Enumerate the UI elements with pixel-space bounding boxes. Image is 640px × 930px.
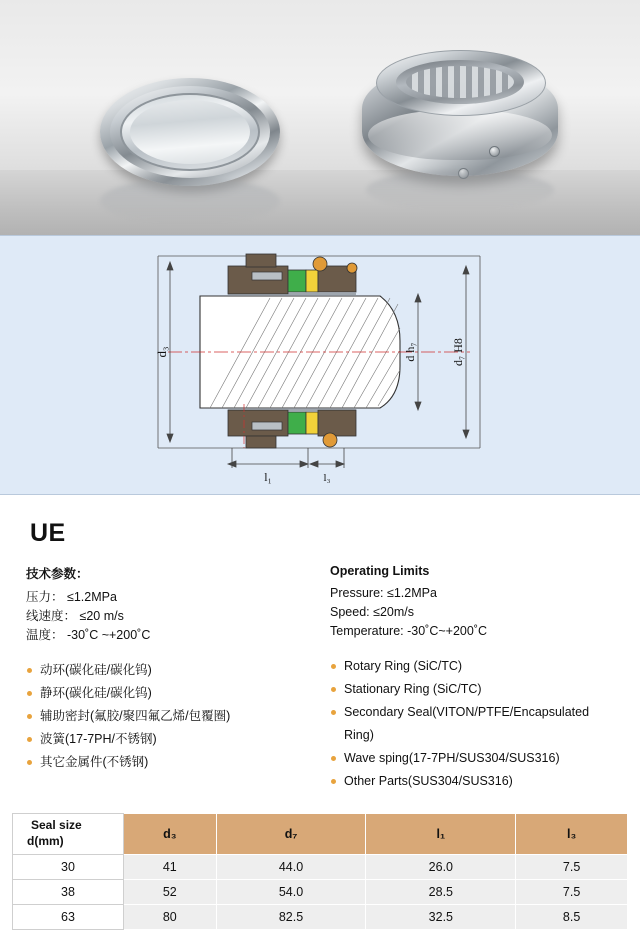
spec-pressure-en: Pressure: ≤1.2MPa xyxy=(330,586,437,600)
list-item: 其它金属件(不锈钢) xyxy=(26,751,320,774)
stationary-seal-ring-photo xyxy=(100,78,280,186)
assembly-reflection xyxy=(366,170,554,210)
table-header-seal-size-line2: d(mm) xyxy=(27,834,64,848)
wave-spring xyxy=(406,66,514,98)
specifications-section xyxy=(0,495,640,793)
technical-drawing-band xyxy=(0,235,640,495)
list-item: 辅助密封(氟胶/聚四氟乙烯/包覆圈) xyxy=(26,705,320,728)
dimension-label-d7-h8: d₇ H8 xyxy=(451,338,465,366)
parts-list-cn xyxy=(26,659,320,774)
dimension-label-l1: l₁ xyxy=(264,470,272,484)
spec-heading-en: Operating Limits xyxy=(330,564,430,578)
cell-seal-size: 30 xyxy=(13,855,124,880)
dimension-label-l3: l₃ xyxy=(323,472,331,484)
ring-bore xyxy=(130,100,250,164)
list-item: Rotary Ring (SiC/TC) xyxy=(330,655,614,678)
table-header-seal-size xyxy=(13,814,124,855)
dimensions-table-wrap xyxy=(12,813,628,930)
cell-d3: 52 xyxy=(124,880,217,905)
cell-d7: 54.0 xyxy=(216,880,366,905)
mechanical-seal-assembly-photo xyxy=(362,50,558,186)
assembly-band xyxy=(368,110,552,160)
spec-speed-cn: 线速度： ≤20 m/s xyxy=(26,609,124,623)
spec-temperature-en: Temperature: -30˚C~+200˚C xyxy=(330,624,488,638)
list-item: 波簧(17-7PH/不锈钢) xyxy=(26,728,320,751)
spec-heading-cn: 技术参数： xyxy=(26,567,89,581)
list-item: Other Parts(SUS304/SUS316) xyxy=(330,770,614,793)
cell-l1: 28.5 xyxy=(366,880,516,905)
ring-reflection xyxy=(100,178,280,224)
set-screw-icon xyxy=(489,146,500,157)
list-item: Wave sping(17-7PH/SUS304/SUS316) xyxy=(330,747,614,770)
dimension-label-d3: d₃ xyxy=(154,346,169,358)
cell-d3: 41 xyxy=(124,855,217,880)
seal-cross-section-drawing xyxy=(0,236,640,494)
spec-speed-en: Speed: ≤20m/s xyxy=(330,605,414,619)
table-row xyxy=(13,905,628,930)
cell-l3: 7.5 xyxy=(516,880,628,905)
cell-d7: 44.0 xyxy=(216,855,366,880)
list-item: Secondary Seal(VITON/PTFE/Encapsulated Ring) xyxy=(330,701,614,747)
cell-d3: 80 xyxy=(124,905,217,930)
page-title: UE xyxy=(30,519,66,547)
parts-list-en xyxy=(330,655,614,793)
cell-d7: 82.5 xyxy=(216,905,366,930)
table-header-seal-size-line1: Seal size xyxy=(31,818,82,832)
cell-l3: 7.5 xyxy=(516,855,628,880)
table-header-l3: l₃ xyxy=(516,814,628,855)
dimensions-table xyxy=(12,813,628,930)
cell-l3: 8.5 xyxy=(516,905,628,930)
spec-temperature-cn: 温度： -30˚C ~+200˚C xyxy=(26,628,151,642)
table-header-row xyxy=(13,814,628,855)
table-header-d7: d₇ xyxy=(216,814,366,855)
list-item: 动环(碳化硅/碳化钨) xyxy=(26,659,320,682)
table-header-d3: d₃ xyxy=(124,814,217,855)
spec-pressure-cn: 压力： ≤1.2MPa xyxy=(26,590,117,604)
cell-seal-size: 38 xyxy=(13,880,124,905)
cell-l1: 32.5 xyxy=(366,905,516,930)
product-photo-band xyxy=(0,0,640,235)
table-row xyxy=(13,855,628,880)
table-header-l1: l₁ xyxy=(366,814,516,855)
cell-seal-size: 63 xyxy=(13,905,124,930)
cell-l1: 26.0 xyxy=(366,855,516,880)
list-item: Stationary Ring (SiC/TC) xyxy=(330,678,614,701)
table-row xyxy=(13,880,628,905)
spec-columns xyxy=(26,564,614,793)
spec-column-english xyxy=(320,564,614,793)
list-item: 静环(碳化硅/碳化钨) xyxy=(26,682,320,705)
dimension-label-d7: d h₇ xyxy=(403,342,417,362)
spec-column-chinese xyxy=(26,564,320,793)
